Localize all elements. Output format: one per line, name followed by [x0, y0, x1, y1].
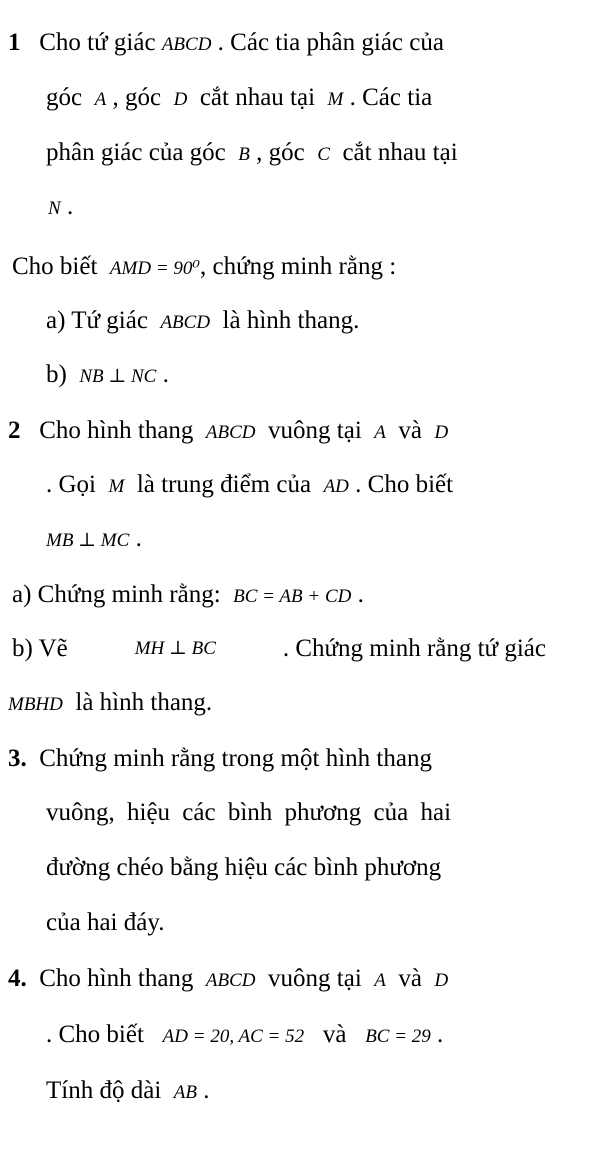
math: ABCD [161, 34, 212, 55]
text: là hình thang. [75, 689, 213, 716]
text: Tính độ dài [46, 1077, 162, 1104]
problem-4-line-1 [8, 964, 448, 996]
text: . Cho biết [46, 1021, 144, 1048]
text: cắt nhau tại [342, 139, 458, 166]
text: là hình thang. [222, 307, 360, 334]
text: là trung điểm của [136, 471, 312, 498]
text: Cho hình thang [39, 965, 194, 992]
math: MH ⊥ BC [134, 638, 216, 659]
text: vuông tại [268, 417, 362, 444]
problem-4-line-2 [46, 1020, 443, 1052]
problem-4-line-3 [46, 1076, 209, 1108]
problem-1-line-2 [46, 83, 432, 115]
text: Cho biết [12, 253, 98, 280]
math: ABCD [205, 422, 256, 443]
text: và [398, 965, 422, 992]
text: . [66, 193, 74, 220]
math: A [94, 89, 107, 110]
math: M [327, 89, 344, 110]
math: MB ⊥ MC [46, 530, 130, 551]
text: b) [46, 361, 67, 388]
problem-1-line-3 [46, 138, 458, 170]
text: , góc [112, 84, 162, 111]
problem-2-line-1 [8, 416, 448, 448]
problem-3-number: 3. [8, 745, 27, 772]
text: a) Chứng minh rằng: [12, 581, 221, 608]
math: B [238, 144, 250, 165]
math: BC = AB + CD [233, 586, 352, 607]
text: góc [46, 84, 83, 111]
math: AD [323, 476, 349, 497]
text: cắt nhau tại [199, 84, 316, 111]
text: . Các tia phân giác của [217, 29, 444, 56]
text: . [162, 361, 169, 388]
text: phân giác của góc [46, 139, 226, 166]
math: ABCD [205, 970, 256, 991]
text: của hai đáy. [46, 909, 165, 936]
text: Chứng minh rằng trong một hình thang [39, 745, 432, 772]
problem-1-part-b [46, 360, 169, 392]
text: . Các tia [349, 84, 433, 111]
problem-3-line-3 [46, 853, 441, 883]
text: . [357, 581, 364, 608]
math: ABCD [160, 312, 211, 333]
math: A [374, 422, 386, 443]
text: . [135, 525, 142, 552]
math: NB ⊥ NC [79, 366, 157, 387]
math: AD = 20, AC = 52 [162, 1026, 305, 1047]
problem-2-part-b-cont [8, 688, 212, 720]
math: A [374, 970, 386, 991]
text: a) Tứ giác [46, 307, 148, 334]
text: , chứng minh rằng : [200, 253, 397, 280]
problem-1-part-a [46, 306, 359, 338]
math: MBHD [8, 694, 63, 715]
problem-1-number: 1 [8, 29, 21, 56]
problem-2-number: 2 [8, 417, 21, 444]
top-edge-artifact [150, 0, 470, 4]
math: N [48, 198, 61, 219]
text: . Gọi [46, 471, 96, 498]
math: BC = 29 [365, 1026, 431, 1047]
problem-3-line-1 [8, 744, 432, 774]
text: . [437, 1021, 444, 1048]
text: Cho hình thang [39, 417, 194, 444]
text: , góc [256, 139, 305, 166]
text: . Chứng minh rằng tứ giác [282, 635, 546, 662]
math: D [434, 970, 449, 991]
text: b) Vẽ [12, 635, 68, 662]
math: M [108, 476, 125, 497]
problem-2-line-2 [46, 470, 453, 502]
text: đường chéo bằng hiệu các bình phương [46, 854, 442, 881]
problem-1-given [12, 252, 396, 284]
text: và [398, 417, 422, 444]
text: Cho tứ giác [39, 29, 156, 56]
math: AB [173, 1082, 197, 1103]
text: . Cho biết [355, 471, 454, 498]
text: và [322, 1021, 347, 1048]
problem-1-line-1 [8, 28, 444, 60]
text: vuông, hiệu các bình phương của hai [46, 799, 452, 826]
problem-4-number: 4. [8, 965, 27, 992]
problem-3-line-2 [46, 798, 524, 828]
problem-2-line-3 [46, 524, 142, 556]
math: D [173, 89, 188, 110]
math: C [317, 144, 330, 165]
problem-2-part-a [12, 580, 364, 612]
text: . [203, 1077, 210, 1104]
math: AMD = 90⁰ [109, 258, 201, 279]
math: D [434, 422, 449, 443]
text: vuông tại [268, 965, 362, 992]
problem-2-part-b [12, 634, 546, 664]
problem-1-line-4 [48, 192, 73, 224]
problem-3-line-4 [46, 908, 164, 938]
